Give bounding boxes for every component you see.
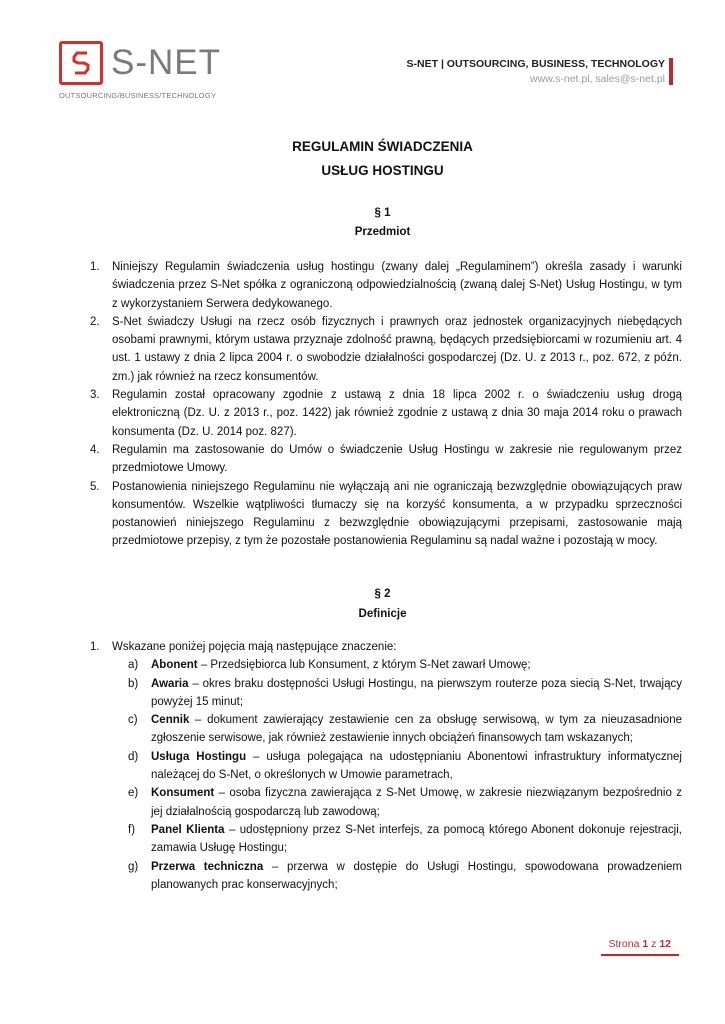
section1-number: § 1 (374, 207, 391, 219)
definition-item (128, 656, 682, 674)
header-accent-bar (669, 58, 673, 85)
definition-letter: e) (128, 787, 139, 800)
definitions-list (128, 656, 682, 894)
definition-text: – usługa polegająca na udostępnianiu Abonentowi infrastruktury informatycznej należącej do S-Net, o określonych w Umowie parametrach, (151, 750, 682, 782)
section2-list (90, 638, 682, 894)
definition-text: – osoba fizyczna zawierająca z S-Net Umowę, w zakresie niezwiązanym bezpośrednio z jej działalnością gospodarczą lub zawodową; (151, 787, 682, 818)
list-item (90, 478, 682, 551)
definition-text: – przerwa w dostępie do Usługi Hostingu, spowodowana prowadzeniem planowanych prac konserwacyjnych; (151, 860, 683, 891)
list-item-text: Regulamin został opracowany zgodnie z ustawą z dnia 18 lipca 2002 r. o świadczeniu usług drogą elektroniczną (Dz. U. z 2013 r., poz. 1422) jak również zgodnie z ustawą z dnia 30 maja 2014 roku o prawach konsumenta (Dz. U. 2014 poz. 827). (112, 389, 682, 438)
list-item-number: 1. (90, 261, 100, 273)
definition-term: Awaria (151, 677, 189, 690)
definition-term: Konsument (151, 787, 215, 800)
list-item-text: Postanowienia niniejszego Regulaminu nie wyłączają ani nie ograniczają bezwzględnie obowiązujących praw konsumentów. Wszelkie wątpliwości tłumaczy się na korzyść konsumenta, a w przypadku sprzeczności postanowień niniejszego Regulaminu z bezwzględnie obowiązującymi przepisami, zastosowanie mają przedmiotowe przepisy, z tym że pozostałe postanowienia Regulaminu są nadal ważne i pozostają w mocy. (112, 480, 682, 548)
logo-s-icon (71, 51, 91, 75)
header-title: S-NET | OUTSOURCING, BUSINESS, TECHNOLOGY (406, 58, 665, 70)
logo-tagline: OUTSOURCING/BUSINESS/TECHNOLOGY (59, 91, 217, 100)
list-item-number: 2. (90, 315, 100, 328)
list-item (90, 638, 682, 656)
section1-heading: Przedmiot (354, 226, 411, 238)
definition-term: Przerwa techniczna (151, 860, 264, 873)
definition-item (128, 748, 682, 785)
definition-text: – okres braku dostępności Usługi Hostingu, na pierwszym routerze poza siecią S-Net, trwający powyżej 15 minut; (151, 677, 682, 708)
list-item-text: Niniejszy Regulamin świadczenia usług hostingu (zwany dalej „Regulaminem”) określa zasady i warunki świadczenia przez S-Net spółka z ograniczoną odpowiedzialnością (zwaną dalej S-Net) Usług Hostingu, w tym z wykorzystaniem Serwera dedykowanego. (112, 261, 682, 310)
section1-list (90, 258, 682, 551)
list-item-text: Regulamin ma zastosowanie do Umów o świadczenie Usług Hostingu w zakresie nie regulowanym przez przedmiotowe Umowy. (112, 443, 682, 475)
definition-item (128, 858, 682, 895)
list-item-text: S-Net świadczy Usługi na rzecz osób fizycznych i prawnych oraz jednostek organizacyjnych niebędących osobami prawnymi, którym ustawa przyznaje zdolność prawną, będących przedsiębiorcami w rozumieniu art. 4 ust. 1 ustawy z dnia 2 lipca 2004 r. o swobodzie działalności gospodarczej (Dz. U. z 2013 r., poz. 672, z późn. zm.) jak również na rzecz konsumentów. (112, 315, 682, 383)
definition-item (128, 784, 682, 821)
list-item (90, 258, 682, 313)
logo-wordmark: S-NET (111, 43, 221, 82)
definition-letter: f) (128, 823, 136, 836)
definition-letter: c) (128, 714, 138, 727)
list-item-text: Wskazane poniżej pojęcia mają następujące znaczenie: (112, 641, 397, 653)
definition-term: Cennik (151, 714, 190, 727)
list-item-number: 1. (90, 641, 100, 653)
definition-item (128, 711, 682, 748)
definition-letter: d) (128, 750, 139, 763)
definition-letter: g) (128, 860, 139, 873)
definition-letter: a) (128, 659, 139, 672)
definition-letter: b) (128, 677, 139, 690)
footer-label: Strona (608, 938, 640, 950)
section2-heading: Definicje (358, 608, 407, 620)
footer-page-number: 1 (642, 938, 649, 950)
list-item-number: 4. (90, 443, 100, 456)
footer-total-pages: 12 (659, 938, 671, 950)
header-contact: www.s-net.pl, sales@s-net.pl (530, 73, 665, 85)
definition-item (128, 675, 682, 712)
definition-text: – dokument zawierający zestawienie cen za obsługę serwisową, w tym za nieuzasadnione zgłoszenie serwisowe, jak również zestawienie innych obciążeń finansowych tam wskazanych; (151, 714, 682, 745)
definition-text: – Przedsiębiorca lub Konsument, z którym S-Net zawarł Umowę; (197, 659, 531, 672)
definition-term: Usługa Hostingu (151, 750, 247, 763)
list-item (90, 313, 682, 386)
definition-item (128, 821, 682, 858)
definition-term: Panel Klienta (151, 823, 225, 836)
page-footer (601, 934, 679, 956)
list-item-number: 5. (90, 480, 100, 493)
document-title-line1: REGULAMIN ŚWIADCZENIA (292, 139, 473, 154)
definition-term: Abonent (151, 659, 198, 672)
logo-mark (59, 41, 103, 85)
footer-separator: z (651, 938, 657, 950)
definition-text: – udostępniony przez S-Net interfejs, za pomocą którego Abonent dokonuje rejestracji, zamawia Usługę Hostingu; (151, 823, 682, 855)
company-logo (59, 41, 229, 101)
list-item (90, 386, 682, 441)
list-item (90, 441, 682, 478)
list-item-number: 3. (90, 389, 100, 402)
document-title-line2: USŁUG HOSTINGU (321, 163, 444, 178)
section2-number: § 2 (374, 588, 391, 600)
